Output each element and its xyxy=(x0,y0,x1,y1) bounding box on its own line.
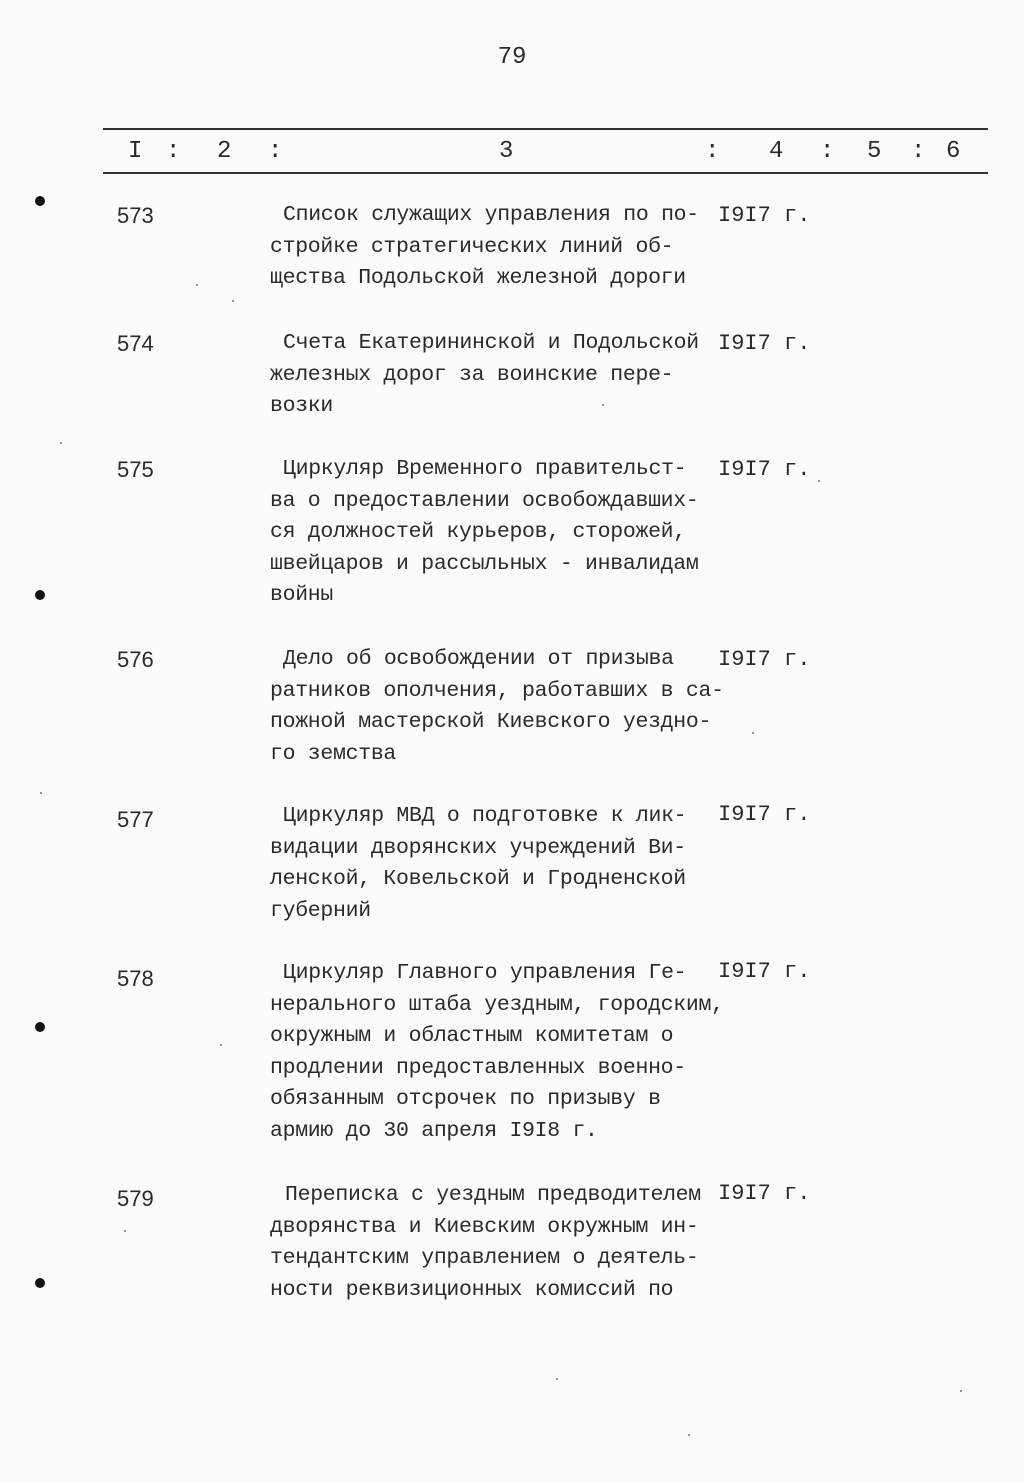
entry-line: Циркуляр МВД о подготовке к лик- xyxy=(283,804,687,828)
punch-hole-mark xyxy=(35,590,45,600)
scan-speck xyxy=(124,1230,126,1232)
header-rule-top xyxy=(103,128,988,130)
header-col-6: 6 xyxy=(946,138,961,165)
entry-line: Дело об освобождении от призыва xyxy=(283,647,674,671)
entry-year: I9I7 г. xyxy=(718,647,811,672)
entry-line: ленской, Ковельской и Гродненской xyxy=(270,867,686,891)
entry-number: 578 xyxy=(117,966,154,991)
entry-year: I9I7 г. xyxy=(718,802,811,827)
entry-line: железных дорог за воинские пере- xyxy=(270,362,674,387)
punch-hole-mark xyxy=(35,196,45,206)
entry-description xyxy=(270,958,743,1147)
entry-line: нерального штаба уездным, городским, xyxy=(270,992,724,1017)
header-col-1: I xyxy=(128,138,143,165)
entry-line: видации дворянских учреждений Ви- xyxy=(270,835,686,860)
entry-year: I9I7 г. xyxy=(718,959,811,984)
entry-line: пожной мастерской Киевского уездно- xyxy=(270,710,712,734)
punch-hole-mark xyxy=(35,1022,45,1032)
scan-speck xyxy=(752,732,754,734)
entry-number: 576 xyxy=(117,647,154,672)
punch-hole-mark xyxy=(35,1278,45,1288)
entry-line: швейцаров и рассыльных - инвалидам xyxy=(270,551,699,576)
entry-year: I9I7 г. xyxy=(718,203,811,228)
page-number: 79 xyxy=(497,44,527,71)
header-col-3: 3 xyxy=(499,138,514,165)
header-rule-bottom xyxy=(103,172,988,174)
entry-line: Счета Екатерининской и Подольской xyxy=(283,331,699,355)
scan-speck xyxy=(232,300,234,302)
entry-line: щества Подольской железной дороги xyxy=(270,266,686,290)
scan-speck xyxy=(196,284,198,286)
entry-description xyxy=(270,328,743,423)
entry-number: 579 xyxy=(117,1186,154,1211)
scan-speck xyxy=(960,1390,962,1392)
entry-line: продлении предоставленных военно- xyxy=(270,1055,686,1080)
scan-speck xyxy=(556,1378,558,1380)
header-col-5: 5 xyxy=(867,138,882,165)
entry-line: Переписка с уездным предводителем xyxy=(285,1183,701,1207)
header-separator: : xyxy=(268,138,283,165)
entry-description xyxy=(270,801,743,927)
entry-description xyxy=(270,644,743,770)
entry-line: стройке стратегических линий об- xyxy=(270,234,674,259)
header-separator: : xyxy=(820,138,835,165)
entry-number: 573 xyxy=(117,203,154,228)
header-separator: : xyxy=(911,138,926,165)
entry-number: 575 xyxy=(117,457,154,482)
scan-speck xyxy=(220,1044,222,1046)
entry-line: обязанным отсрочек по призыву в xyxy=(270,1087,661,1111)
entry-year: I9I7 г. xyxy=(718,1181,811,1206)
entry-description xyxy=(270,1180,745,1306)
entry-line: Циркуляр Главного управления Ге- xyxy=(283,961,687,985)
entry-year: I9I7 г. xyxy=(718,457,811,482)
entry-number: 574 xyxy=(117,331,154,356)
header-col-2: 2 xyxy=(217,138,232,165)
scan-speck xyxy=(40,792,42,794)
scan-speck xyxy=(688,1434,690,1436)
scan-speck xyxy=(818,480,820,482)
entry-line: ва о предоставлении освобождавших- xyxy=(270,488,699,513)
scan-speck xyxy=(602,404,604,406)
header-separator: : xyxy=(166,138,181,165)
entry-line: армию до 30 апреля I9I8 г. xyxy=(270,1118,598,1143)
header-col-4: 4 xyxy=(769,138,784,165)
entry-line: войны xyxy=(270,583,334,607)
entry-number: 577 xyxy=(117,807,154,832)
entry-description xyxy=(270,200,743,295)
entry-line: тендантским управлением о деятель- xyxy=(270,1246,699,1270)
header-separator: : xyxy=(705,138,720,165)
entry-line: ся должностей курьеров, сторожей, xyxy=(270,520,686,544)
scan-speck xyxy=(60,442,62,444)
entry-line: ратников ополчения, работавших в са- xyxy=(270,678,724,703)
entry-line: го земства xyxy=(270,741,397,766)
entry-line: возки xyxy=(270,394,334,418)
entry-year: I9I7 г. xyxy=(718,331,811,356)
entry-line: Список служащих управления по по- xyxy=(283,203,699,227)
entry-description xyxy=(270,454,743,612)
entry-line: Циркуляр Временного правительст- xyxy=(283,457,687,481)
entry-line: окружным и областным комитетам о xyxy=(270,1024,674,1048)
entry-line: дворянства и Киевским окружным ин- xyxy=(270,1214,699,1239)
entry-line: ности реквизиционных комиссий по xyxy=(270,1277,674,1302)
entry-line: губерний xyxy=(270,898,371,923)
